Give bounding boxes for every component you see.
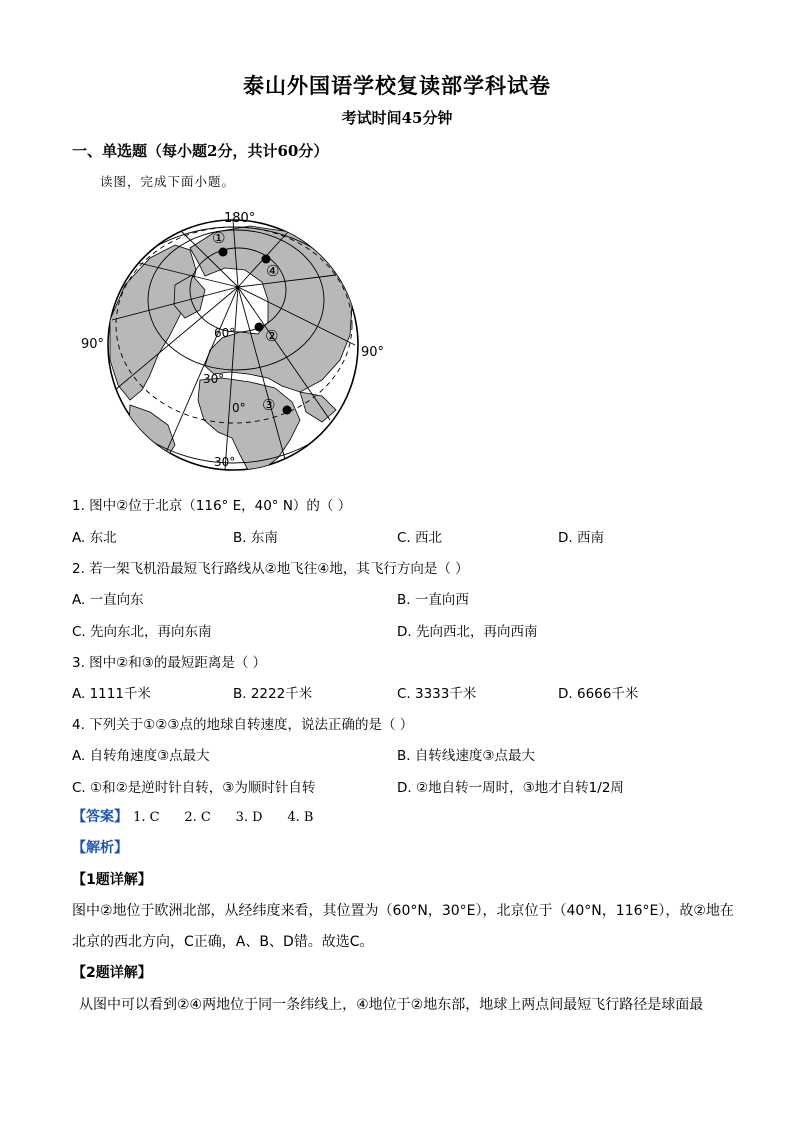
question-3-option-c[interactable]: C. 3333千米	[397, 686, 477, 702]
exam-duration: 考试时间45分钟	[341, 109, 453, 127]
question-2-option-b[interactable]: B. 一直向西	[397, 592, 469, 608]
label-lat30: 30°	[203, 372, 225, 386]
question-3-stem: 3. 图中②和③的最短距离是（ ）	[72, 655, 267, 671]
analysis-label: 【解析】	[72, 840, 128, 856]
point-3-marker	[283, 406, 292, 415]
question-2-stem: 2. 若一架飞机沿最短飞行路线从②地飞往④地，其飞行方向是（ ）	[72, 561, 469, 577]
answer-value: 1. C 2. C 3. D 4. B	[133, 810, 314, 825]
answer-row	[72, 806, 314, 826]
section-intro: 读图，完成下面小题。	[100, 174, 236, 189]
detail-1-label: 【1题详解】	[72, 872, 152, 888]
section-heading: 一、单选题（每小题2分，共计60分）	[72, 142, 329, 160]
point-1-label: ①	[212, 229, 226, 247]
label-lat60: 60°	[214, 326, 236, 340]
question-4-option-b[interactable]: B. 自转线速度③点最大	[397, 748, 535, 764]
question-3-option-b[interactable]: B. 2222千米	[233, 686, 313, 702]
question-1-option-d[interactable]: D. 西南	[558, 530, 604, 546]
question-2-option-a[interactable]: A. 一直向东	[72, 592, 144, 608]
question-2-option-c[interactable]: C. 先向东北，再向东南	[72, 624, 212, 640]
label-180: 180°	[224, 211, 256, 226]
label-90w: 90°	[81, 337, 105, 352]
question-1-option-a[interactable]: A. 东北	[72, 530, 117, 546]
detail-1-line-1: 图中②地位于欧洲北部，从经纬度来看，其位置为（60°N，30°E），北京位于（40°N，116°E），故②地在	[72, 903, 734, 919]
label-lat0: 0°	[232, 401, 246, 415]
detail-2-label: 【2题详解】	[72, 965, 152, 981]
label-lat30s: 30°	[214, 455, 236, 469]
question-4-stem: 4. 下列关于①②③点的地球自转速度，说法正确的是（ ）	[72, 717, 414, 733]
point-2-marker	[255, 323, 264, 332]
answer-label: 【答案】	[72, 809, 128, 825]
point-3-label: ③	[262, 396, 276, 414]
question-1-stem: 1. 图中②位于北京（116° E，40° N）的（ ）	[72, 498, 352, 514]
point-1-marker	[219, 248, 228, 257]
question-2-option-d[interactable]: D. 先向西北，再向西南	[397, 624, 538, 640]
question-4-option-a[interactable]: A. 自转角速度③点最大	[72, 748, 210, 764]
exam-title: 泰山外国语学校复读部学科试卷	[243, 73, 551, 98]
question-4-option-d[interactable]: D. ②地自转一周时，③地才自转1/2周	[397, 780, 624, 796]
question-1-option-c[interactable]: C. 西北	[397, 530, 443, 546]
point-2-label: ②	[265, 327, 279, 345]
question-3-option-d[interactable]: D. 6666千米	[558, 686, 639, 702]
globe-figure	[75, 205, 395, 475]
point-4-label: ④	[266, 262, 280, 280]
detail-2-line-1: 从图中可以看到②④两地位于同一条纬线上，④地位于②地东部，地球上两点间最短飞行路径是球面最	[79, 997, 704, 1013]
question-1-option-b[interactable]: B. 东南	[233, 530, 278, 546]
label-90e: 90°	[361, 345, 385, 360]
detail-1-line-2: 北京的西北方向，C正确，A、B、D错。故选C。	[72, 934, 374, 950]
question-3-option-a[interactable]: A. 1111千米	[72, 686, 151, 702]
question-4-option-c[interactable]: C. ①和②是逆时针自转，③为顺时针自转	[72, 780, 316, 796]
